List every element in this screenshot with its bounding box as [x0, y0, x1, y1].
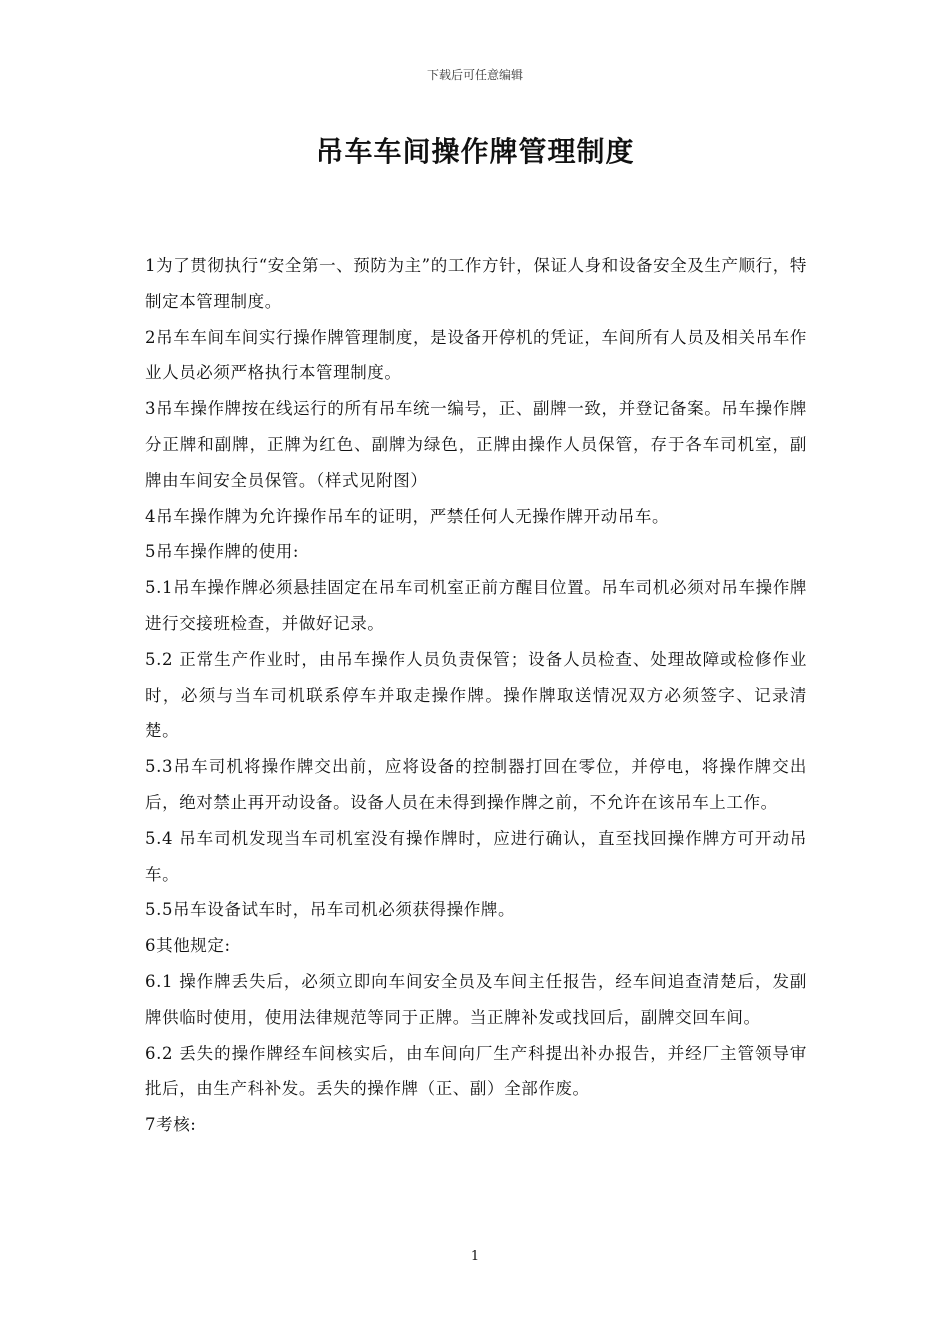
document-body [145, 248, 807, 1143]
paragraph-5-4: 5.4 吊车司机发现当车司机室没有操作牌时，应进行确认，直至找回操作牌方可开动吊车。 [145, 828, 807, 884]
paragraph-1: 1为了贯彻执行“安全第一、预防为主”的工作方针，保证人身和设备安全及生产顺行，特制定本管理制度。 [145, 256, 807, 311]
page-number: 1 [470, 1249, 480, 1264]
paragraph-6: 6其他规定: [145, 936, 231, 956]
paragraph-5-1: 5.1吊车操作牌必须悬挂固定在吊车司机室正前方醒目位置。吊车司机必须对吊车操作牌进行交接班检查，并做好记录。 [145, 578, 807, 633]
paragraph-4: 4吊车操作牌为允许操作吊车的证明，严禁任何人无操作牌开动吊车。 [145, 506, 670, 526]
paragraph-5: 5吊车操作牌的使用: [145, 542, 300, 562]
paragraph-6-1: 6.1 操作牌丢失后，必须立即向车间安全员及车间主任报告，经车间追查清楚后，发副牌供临时使用，使用法律规范等同于正牌。当正牌补发或找回后，副牌交回车间。 [145, 971, 807, 1027]
header-note: 下载后可任意编辑 [426, 68, 523, 82]
paragraph-6-2: 6.2 丢失的操作牌经车间核实后，由车间向厂生产科提出补办报告，并经厂主管领导审批后，由生产科补发。丢失的操作牌（正、副）全部作废。 [145, 1043, 807, 1099]
paragraph-5-5: 5.5吊车设备试车时，吊车司机必须获得操作牌。 [145, 900, 516, 920]
document-title: 吊车车间操作牌管理制度 [315, 135, 635, 168]
paragraph-5-3: 5.3吊车司机将操作牌交出前，应将设备的控制器打回在零位，并停电，将操作牌交出后，绝对禁止再开动设备。设备人员在未得到操作牌之前，不允许在该吊车上工作。 [145, 757, 807, 812]
paragraph-2: 2吊车车间车间实行操作牌管理制度，是设备开停机的凭证，车间所有人员及相关吊车作业人员必须严格执行本管理制度。 [145, 327, 807, 383]
paragraph-5-2: 5.2 正常生产作业时，由吊车操作人员负责保管；设备人员检查、处理故障或检修作业时，必须与当车司机联系停车并取走操作牌。操作牌取送情况双方必须签字、记录清楚。 [145, 649, 807, 741]
paragraph-7: 7考核: [145, 1115, 197, 1135]
paragraph-3: 3吊车操作牌按在线运行的所有吊车统一编号，正、副牌一致，并登记备案。吊车操作牌分正牌和副牌，正牌为红色、副牌为绿色，正牌由操作人员保管，存于各车司机室，副牌由车间安全员保管。（样式见附图） [145, 399, 807, 490]
